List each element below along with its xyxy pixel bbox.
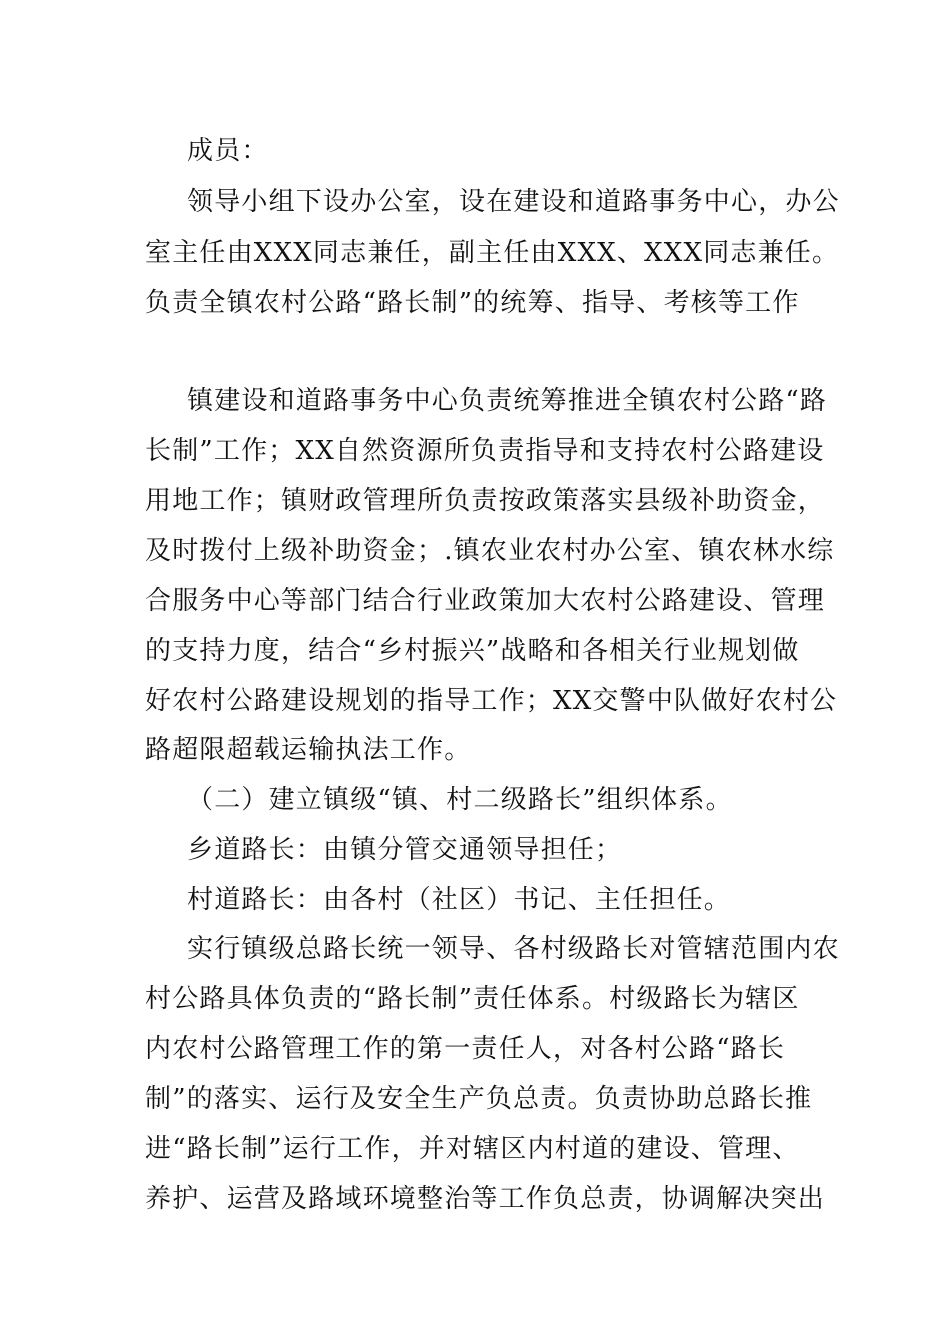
text-line: 用地工作；镇财政管理所负责按政策落实县级补助资金，	[145, 486, 826, 516]
text-line: 乡道路长：由镇分管交通领导担任；	[187, 835, 623, 865]
text-line: 养护、运营及路域环境整治等工作负总责，协调解决突出	[145, 1184, 826, 1214]
text-line: 长制”工作；XX自然资源所负责指导和支持农村公路建设	[145, 436, 825, 466]
text-line: 进“路长制”运行工作，并对辖区内村道的建设、管理、	[145, 1134, 800, 1164]
text-line-members: 成员：	[187, 136, 269, 166]
section-heading: （二）建立镇级“镇、村二级路长”组织体系。	[187, 785, 733, 815]
text-line: 镇建设和道路事务中心负责统筹推进全镇农村公路“路	[187, 386, 828, 416]
text-line: 好农村公路建设规划的指导工作；XX交警中队做好农村公	[145, 686, 838, 716]
text-line: 领导小组下设办公室，设在建设和道路事务中心，办公	[187, 187, 840, 217]
text-line: 实行镇级总路长统一领导、各村级路长对管辖范围内农	[187, 934, 840, 964]
text-line: 室主任由XXX同志兼任，副主任由XXX、XXX同志兼任。	[145, 238, 840, 268]
text-line: 制”的落实、运行及安全生产负总责。负责协助总路长推	[145, 1084, 813, 1114]
text-line: 合服务中心等部门结合行业政策加大农村公路建设、管理	[145, 586, 826, 616]
text-line: 及时拨付上级补助资金；.镇农业农村办公室、镇农林水综	[145, 536, 835, 566]
text-line: 村道路长：由各村（社区）书记、主任担任。	[187, 885, 732, 915]
text-line: 负责全镇农村公路“路长制”的统筹、指导、考核等工作	[145, 288, 800, 318]
text-line: 村公路具体负责的“路长制”责任体系。村级路长为辖区	[145, 984, 800, 1014]
text-line: 路超限超载运输执法工作。	[145, 735, 472, 765]
text-line: 内农村公路管理工作的第一责任人，对各村公路“路长	[145, 1034, 786, 1064]
text-line: 的支持力度，结合“乡村振兴”战略和各相关行业规划做	[145, 636, 800, 666]
